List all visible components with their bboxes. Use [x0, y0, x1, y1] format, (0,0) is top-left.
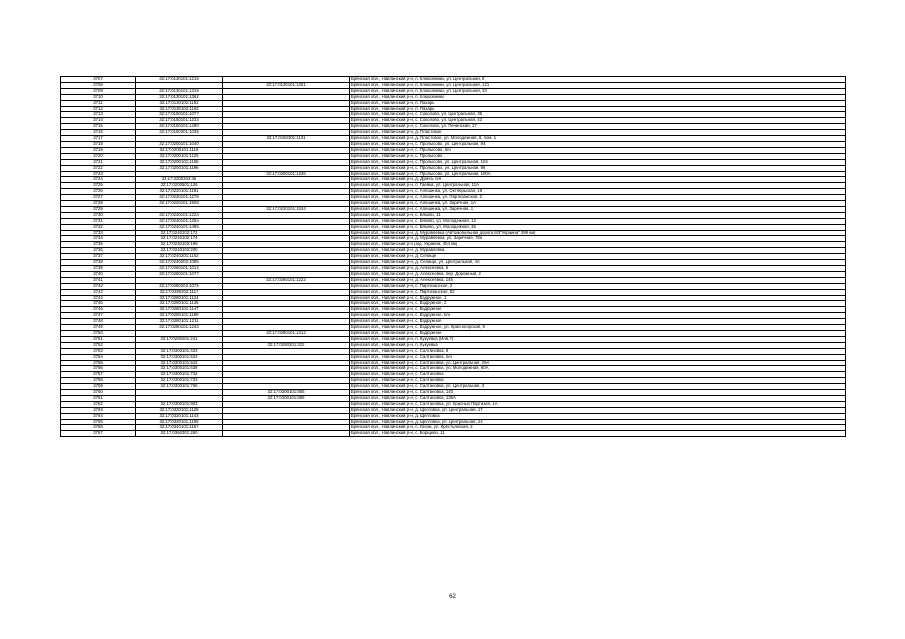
row-number: 3730: [61, 212, 136, 218]
address: Брянская обл., Навлинский р-н, д. Алексеевка, 6: [350, 266, 846, 272]
row-number: 3707: [61, 77, 136, 83]
address: Брянская обл., Навлинский р-н, д. Пластовое: [350, 130, 846, 136]
row-number: 3745: [61, 301, 136, 307]
address: Брянская обл., Навлинский р-н, с. Вздружное: [350, 319, 846, 325]
row-number: 3744: [61, 295, 136, 301]
row-number: 3756: [61, 366, 136, 372]
address: Брянская обл., Навлинский р-н, д. Селище: [350, 254, 846, 260]
cadastral-number-land: 32:17:0240102:200: [136, 248, 223, 254]
cadastral-number-land: 32:17:0150101:1280: [136, 124, 223, 130]
row-number: 3762: [61, 401, 136, 407]
address: Брянская обл., Навлинский р-н, с. Салтановка, 140: [350, 390, 846, 396]
cadastral-number-building: 32:17:0220101:1534: [223, 206, 350, 212]
address: Брянская обл., Навлинский р-н, с. Пролысово, ул. Центральная, 94: [350, 141, 846, 147]
address: Брянская обл., Навлинский р-н, п. Клюковники: [350, 94, 846, 100]
cadastral-number-land: 32:17:0300101:433: [136, 348, 223, 354]
cadastral-number-land: 32:17:0240101:1465: [136, 224, 223, 230]
row-number: 3718: [61, 141, 136, 147]
row-number: 3712: [61, 106, 136, 112]
cadastral-number-land: 32:17:0300101:542: [136, 360, 223, 366]
row-number: 3752: [61, 342, 136, 348]
cadastral-number-land: 32:17:0280101:1147: [136, 307, 223, 313]
cadastral-number-land: 32:17:0320101:1128: [136, 407, 223, 413]
row-number: 3757: [61, 372, 136, 378]
cadastral-number-land: 32:17:0280101:1124: [136, 295, 223, 301]
address: Брянская обл., Навлинский р-н, с. Вздружное, 2: [350, 301, 846, 307]
address: Брянская обл., Навлинский р-н, д. Алексеевка, 146: [350, 277, 846, 283]
address: Брянская обл., Навлинский р-н, с. Бяково, ул. Молодежная, 13: [350, 218, 846, 224]
row-number: 3709: [61, 88, 136, 94]
cadastral-number-land: 32:17:0240102:199: [136, 242, 223, 248]
row-number: 3727: [61, 195, 136, 201]
address: Брянская обл., Навлинский р-н, д. Щегловка, ул. Центральная, 17: [350, 407, 846, 413]
cadastral-number-land: 32:17:0280202:1075: [136, 283, 223, 289]
address: Брянская обл., Навлинский р-н, с. Салтановка, 136А: [350, 395, 846, 401]
row-number: 3733: [61, 230, 136, 236]
cadastral-number-land: 32:17:0200302:46: [136, 177, 223, 183]
cadastral-number-land: 32:17:0220101:1181: [136, 189, 223, 195]
row-number: 3715: [61, 124, 136, 130]
cadastral-number-land: 32:17:0300101:903: [136, 401, 223, 407]
cadastral-number-building: 32:17:0280201:322: [223, 342, 350, 348]
address: Брянская обл., Навлинский р-н, с. Соколово, ул. Центральная, 43: [350, 118, 846, 124]
row-number: 3735: [61, 242, 136, 248]
row-number: 3764: [61, 413, 136, 419]
address: Брянская обл., Навлинский р-н, п. Гаевка, ул. Центральная, 11А: [350, 183, 846, 189]
cadastral-number-land: 32:17:0300101:732: [136, 372, 223, 378]
cadastral-number-building: 32:17:0300101:856: [223, 395, 350, 401]
address: Брянская обл., Навлинский р-н, с. Вздружное, б/н: [350, 313, 846, 319]
row-number: 3767: [61, 431, 136, 437]
row-number: 3725: [61, 183, 136, 189]
cadastral-number-land: 32:17:0150301:1035: [136, 130, 223, 136]
cadastral-table: [60, 76, 846, 437]
row-number: 3713: [61, 112, 136, 118]
cadastral-number-land: 32:17:0130101:1215: [136, 77, 223, 83]
row-number: 3750: [61, 330, 136, 336]
row-number: 3717: [61, 136, 136, 142]
address: Брянская обл., Навлинский р-н, с. Соколово, ул. Печинская, 17: [350, 124, 846, 130]
address: Брянская обл., Навлинский р-н, с. Бяково, 11: [350, 212, 846, 218]
row-number: 3754: [61, 354, 136, 360]
address: Брянская обл., Навлинский р-н, д. Муравлевка (Автомобильная дорога М3"Украина" 399 км): [350, 230, 846, 236]
cadastral-number-land: 32:17:0300101:733: [136, 378, 223, 384]
cadastral-number-building: 32:17:0260101:1222: [223, 277, 350, 283]
row-number: 3720: [61, 153, 136, 159]
cadastral-number-land: 32:17:0260101:1012: [136, 266, 223, 272]
row-number: 3736: [61, 248, 136, 254]
row-number: 3751: [61, 336, 136, 342]
cadastral-number-land: 32:17:0200501:126: [136, 183, 223, 189]
cadastral-number-land: 32:17:0200101:1196: [136, 165, 223, 171]
cadastral-number-land: 32:17:0150101:1077: [136, 112, 223, 118]
row-number: 3728: [61, 201, 136, 207]
address: Брянская обл., Навлинский р-н, с. Партизанское, 82: [350, 289, 846, 295]
address: Брянская обл., Навлинский р-н, с. Бяково, ул. Молодежная, 36: [350, 224, 846, 230]
row-number: 3734: [61, 236, 136, 242]
address: Брянская обл., Навлинский р-н, с. Вздружное: [350, 307, 846, 313]
address: Брянская обл., Навлинский р-н, с. Партизанское, 2: [350, 283, 846, 289]
cadastral-number-land: 32:17:0280101:1189: [136, 313, 223, 319]
row-number: 3726: [61, 189, 136, 195]
cadastral-number-land: 32:17:0280101:1211: [136, 319, 223, 325]
row-number: 3741: [61, 277, 136, 283]
address: Брянская обл., Навлинский р-н, с. Салтановка, ул. Центральная, 3: [350, 384, 846, 390]
cadastral-number-land: 32:17:0240102:174: [136, 236, 223, 242]
row-number: 3731: [61, 218, 136, 224]
row-number: 3743: [61, 289, 136, 295]
address: Брянская обл., Навлинский р-н, с. Салтановка, б/н: [350, 354, 846, 360]
address: Брянская обл., Навлинский р-н, с. Борщево, 11: [350, 431, 846, 437]
address: Брянская обл., Навлинский р-н, с. Салтановка: [350, 378, 846, 384]
cadastral-number-land: 32:17:0280101:1146: [136, 301, 223, 307]
row-number: 3755: [61, 360, 136, 366]
address: Брянская обл., Навлинский р-н, с. Лески, ул. Крестьянская, 2: [350, 425, 846, 431]
cadastral-number-land: 32:17:0280202:1117: [136, 289, 223, 295]
cadastral-number-land: 32:17:0300101:533: [136, 354, 223, 360]
address: Брянская обл., Навлинский р-н, п. Клюковники, ул. Центральная, 8: [350, 77, 846, 83]
row-number: 3723: [61, 171, 136, 177]
address: Брянская обл., Навлинский р-н, п. Кукуевка (Инв.7): [350, 336, 846, 342]
cadastral-number-land: 32:17:0200101:1165: [136, 159, 223, 165]
address: Брянская обл., Навлинский р-н, п. Клюковники, ул. Центральная, 121: [350, 82, 846, 88]
address: Брянская обл., Навлинский р-н, с. Алешинка, ул. Заречная, 1: [350, 206, 846, 212]
row-number: 3711: [61, 100, 136, 106]
address: Брянская обл., Навлинский р-н, п. Пахарь: [350, 106, 846, 112]
row-number: 3721: [61, 159, 136, 165]
row-number: 3719: [61, 147, 136, 153]
cadastral-number-land: 32:17:0240201:1162: [136, 254, 223, 260]
address: Брянская обл., Навлинский р-н, с. Пролысово, ул. Центральная, 96: [350, 165, 846, 171]
cadastral-number-land: 32:17:0130101:1362: [136, 94, 223, 100]
cadastral-number-building: 32:17:0200101:1236: [223, 171, 350, 177]
table-row: [61, 431, 846, 437]
address: Брянская обл., Навлинский р-н, с. Вздружное, 1: [350, 295, 846, 301]
cadastral-number-land: 32:17:0320101:1199: [136, 419, 223, 425]
row-number: 3708: [61, 82, 136, 88]
row-number: 3747: [61, 313, 136, 319]
cadastral-number-land: 32:17:0320101:1143: [136, 413, 223, 419]
row-number: 3710: [61, 94, 136, 100]
row-number: 3749: [61, 325, 136, 331]
cadastral-number-land: 32:17:0240102:172: [136, 230, 223, 236]
cadastral-number-building: [223, 431, 350, 437]
cadastral-number-land: 32:17:0280101:1243: [136, 325, 223, 331]
row-number: 3738: [61, 260, 136, 266]
address: Брянская обл., Навлинский р-н, с. Пролысово, б/н: [350, 147, 846, 153]
row-number: 3722: [61, 165, 136, 171]
address: Брянская обл., Навлинский р-н, с. Пролысово, ул. Центральная, 100А: [350, 171, 846, 177]
address: Брянская обл., Навлинский р-н, с. Пролысово, ул. Центральная, 104: [350, 159, 846, 165]
row-number: 3742: [61, 283, 136, 289]
row-number: 3724: [61, 177, 136, 183]
cadastral-number-land: 32:17:0150101:1233: [136, 118, 223, 124]
address: Брянская обл., Навлинский р-н, д. Щегловка: [350, 413, 846, 419]
cadastral-number-land: 32:17:0280201:241: [136, 336, 223, 342]
address: Брянская обл., Навлинский р-н (а/д. Украина, 404 км): [350, 242, 846, 248]
address: Брянская обл., Навлинский р-н, с. Вздружное: [350, 330, 846, 336]
address: Брянская обл., Навлинский р-н, с. Алешинка, ул. Заречная, 1А: [350, 201, 846, 207]
row-number: 3761: [61, 395, 136, 401]
address: Брянская обл., Навлинский р-н, с. Салтановка, ул. Центральная, 29А: [350, 360, 846, 366]
cadastral-number-building: 32:17:0130101:1301: [223, 82, 350, 88]
cadastral-number-land: 32:17:0200101:1115: [136, 147, 223, 153]
address: Брянская обл., Навлинский р-н, с. Салтановка, ул. Молодежная, 60А: [350, 366, 846, 372]
address: Брянская обл., Навлинский р-н, с. Салтановка, ул. Красных Партизан, 1А: [350, 401, 846, 407]
row-number: 3759: [61, 384, 136, 390]
row-number: 3766: [61, 425, 136, 431]
address: Брянская обл., Навлинский р-н, д. Алексеевка, пер. Дорожный, 2: [350, 271, 846, 277]
address: Брянская обл., Навлинский р-н, д. Щегловка, ул. Центральная, 24: [350, 419, 846, 425]
cadastral-number-land: 32:17:0340101:1167: [136, 425, 223, 431]
cadastral-number-land: 32:17:0260101:1077: [136, 271, 223, 277]
cadastral-number-land: 32:17:0240101:1223: [136, 212, 223, 218]
row-number: 3746: [61, 307, 136, 313]
address: Брянская обл., Навлинский р-н, с. Салтановка, 8: [350, 348, 846, 354]
address: Брянская обл., Навлинский р-н, д. Муравлевка: [350, 248, 846, 254]
row-number: 3714: [61, 118, 136, 124]
cadastral-number-land: 32:17:0130101:1319: [136, 88, 223, 94]
cadastral-number-land: 32:17:0200101:1125: [136, 153, 223, 159]
address: Брянская обл., Навлинский р-н, д. Думча, б/н: [350, 177, 846, 183]
address: Брянская обл., Навлинский р-н, д. Селище, ул. Центральная, 4А: [350, 260, 846, 266]
address: Брянская обл., Навлинский р-н, с. Пролысово: [350, 153, 846, 159]
address: Брянская обл., Навлинский р-н, д. Муравлевка, ул. Заречная, 78а: [350, 236, 846, 242]
row-number: 3760: [61, 390, 136, 396]
cadastral-number-land: 32:17:0200101:1040: [136, 141, 223, 147]
row-number: 3763: [61, 407, 136, 413]
address: Брянская обл., Навлинский р-н, с. Салтановка: [350, 372, 846, 378]
address: Брянская обл., Навлинский р-н, д. Пластовое, ул. Молодежная, 8, пом. 1: [350, 136, 846, 142]
address: Брянская обл., Навлинский р-н, с. Соколово, ул. Центральная, 35: [350, 112, 846, 118]
cadastral-number-building: 32:17:0300101:855: [223, 390, 350, 396]
cadastral-table-body: [61, 77, 846, 437]
row-number: 3753: [61, 348, 136, 354]
row-number: 3729: [61, 206, 136, 212]
row-number: 3758: [61, 378, 136, 384]
row-number: 3748: [61, 319, 136, 325]
row-number: 3716: [61, 130, 136, 136]
cadastral-number-land: 32:17:0240101:1254: [136, 218, 223, 224]
row-number: 3737: [61, 254, 136, 260]
address: Брянская обл., Навлинский р-н, п. Клюковники, ул. Центральная, 10: [350, 88, 846, 94]
row-number: 3739: [61, 266, 136, 272]
address: Брянская обл., Навлинский р-н, с. Вздружное, ул. Красногорская, 9: [350, 325, 846, 331]
row-number: 3765: [61, 419, 136, 425]
address: Брянская обл., Навлинский р-н, с. Алешинка, ул. Октябрьская, 18: [350, 189, 846, 195]
page-number: 62: [449, 594, 456, 600]
cadastral-number-land: 32:17:0220101:1508: [136, 201, 223, 207]
address: Брянская обл., Навлинский р-н, с. Алешинка, ул. Партизанская, 2: [350, 195, 846, 201]
address: Брянская обл., Навлинский р-н, п. Пахарь: [350, 100, 846, 106]
cadastral-number-land: 32:17:0300101:766: [136, 384, 223, 390]
cadastral-number-building: 32:17:0280101:1312: [223, 330, 350, 336]
address: Брянская обл., Навлинский р-н, п. Кукуевка: [350, 342, 846, 348]
row-number: 3740: [61, 271, 136, 277]
cadastral-number-land: 32:17:0360301:260: [136, 431, 223, 437]
cadastral-number-land: 32:17:0130102:1192: [136, 100, 223, 106]
cadastral-number-land: 32:17:0130102:1193: [136, 106, 223, 112]
row-number: 3732: [61, 224, 136, 230]
cadastral-number-land: 32:17:0220101:1278: [136, 195, 223, 201]
cadastral-number-land: 32:17:0300101:638: [136, 366, 223, 372]
cadastral-number-building: 32:17:0150301:1131: [223, 136, 350, 142]
cadastral-number-land: 32:17:0240202:1086: [136, 260, 223, 266]
